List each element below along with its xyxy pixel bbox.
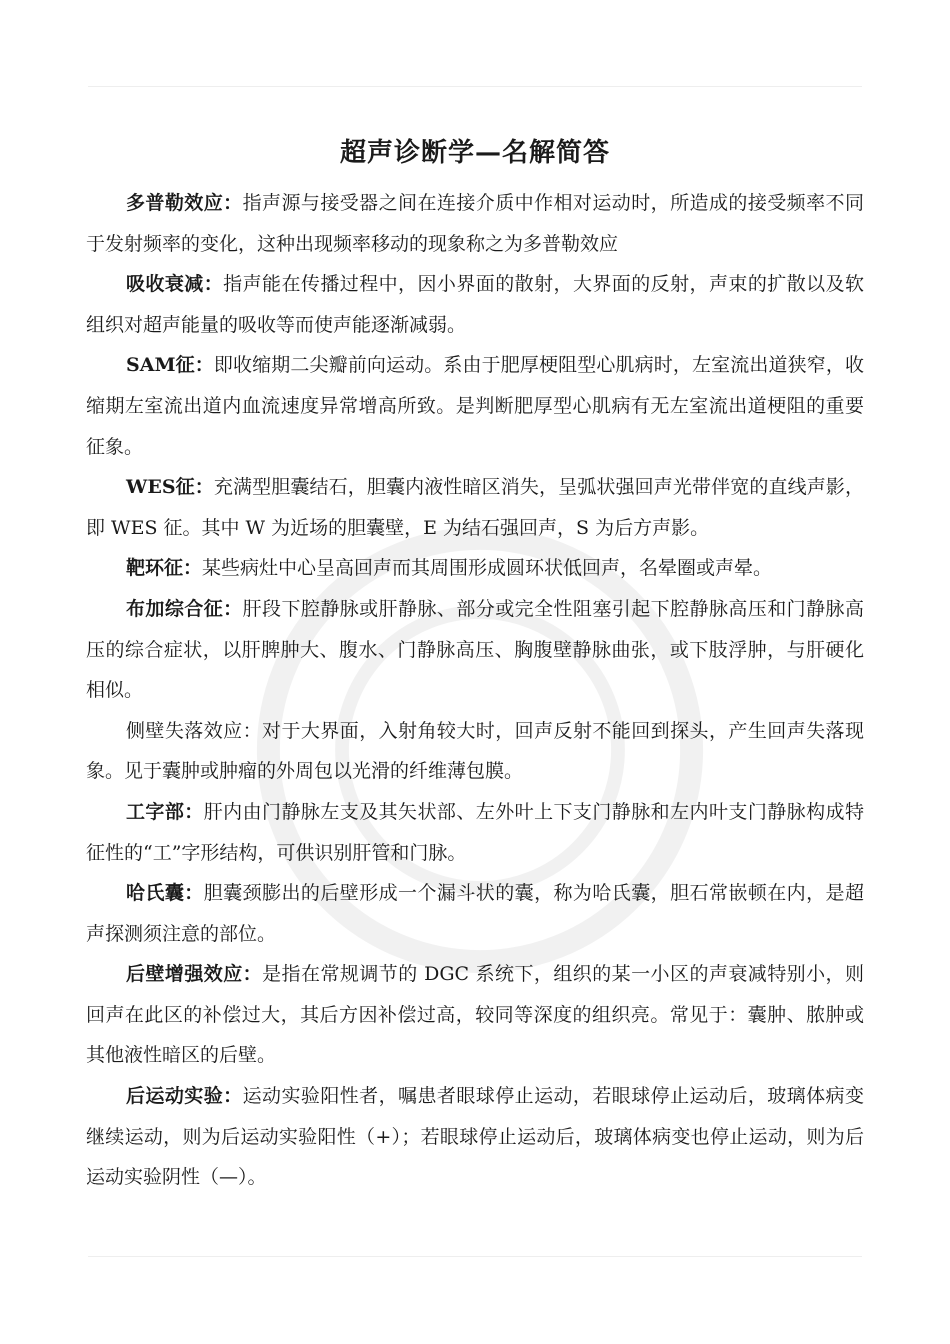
entry-term: 侧壁失落效应：: [126, 719, 263, 742]
entry-term: 后运动实验：: [126, 1085, 243, 1108]
entry-definition: 指声能在传播过程中，因小界面的散射，大界面的反射，声束的扩散以及软组织对超声能量的吸收等而使声能逐渐减弱。: [86, 273, 864, 336]
entry-definition: 指声源与接受器之间在连接介质中作相对运动时，所造成的接受频率不同于发射频率的变化，这种出现频率移动的现象称之为多普勒效应: [86, 192, 864, 255]
entry-hartmann-pouch: [86, 873, 864, 954]
entry-after-movement-test: [86, 1076, 864, 1198]
entry-term: 靶环征：: [126, 557, 203, 580]
entry-definition: 肝内由门静脉左支及其矢状部、左外叶上下支门静脉和左内叶支门静脉构成特征性的“工”字形结构，可供识别肝管和门脉。: [86, 800, 864, 864]
entry-term: WES征：: [126, 476, 214, 499]
entry-definition: 某些病灶中心呈高回声而其周围形成圆环状低回声，名晕圈或声晕。: [202, 557, 773, 580]
entry-posterior-enhancement: [86, 954, 864, 1076]
entry-definition: 胆囊颈膨出的后壁形成一个漏斗状的囊，称为哈氏囊，胆石常嵌顿在内，是超声探测须注意的部位。: [86, 882, 864, 945]
entry-doppler: [86, 183, 864, 264]
entry-definition: 充满型胆囊结石，胆囊内液性暗区消失，呈弧状强回声光带伴宽的直线声影，即 WES 征。其中 W 为近场的胆囊壁，E 为结石强回声，S 为后方声影。: [86, 476, 864, 539]
entry-term: 后壁增强效应：: [126, 963, 263, 986]
entry-list: [86, 183, 864, 1198]
entry-term: SAM征：: [126, 354, 214, 377]
entry-definition: 是指在常规调节的 DGC 系统下，组织的某一小区的声衰减特别小，则回声在此区的补偿过大，其后方因补偿过高，较同等深度的组织亮。常见于：囊肿、脓肿或其他液性暗区的后壁。: [86, 963, 864, 1067]
entry-term: 工字部：: [126, 800, 204, 823]
entry-term: 吸收衰减：: [126, 273, 224, 296]
entry-absorption: [86, 264, 864, 345]
top-divider: [88, 86, 862, 87]
entry-definition: 肝段下腔静脉或肝静脉、部分或完全性阻塞引起下腔静脉高压和门静脉高压的综合症状，以肝脾肿大、腹水、门静脉高压、胸腹壁静脉曲张，或下肢浮肿，与肝硬化相似。: [86, 597, 864, 702]
entry-budd-chiari: [86, 589, 864, 711]
entry-definition: 运动实验阳性者，嘱患者眼球停止运动，若眼球停止运动后，玻璃体病变继续运动，则为后运动实验阳性（+）；若眼球停止运动后，玻璃体病变也停止运动，则为后运动实验阴性（—）。: [86, 1085, 864, 1189]
entry-target-sign: [86, 548, 864, 589]
entry-term: 哈氏囊：: [126, 882, 204, 905]
entry-h-shape: [86, 792, 864, 873]
page-title: 超声诊断学—名解简答: [339, 138, 610, 169]
entry-sam: [86, 345, 864, 467]
entry-definition: 对于大界面，入射角较大时，回声反射不能回到探头，产生回声失落现象。见于囊肿或肿瘤的外周包以光滑的纤维薄包膜。: [86, 719, 864, 783]
entry-term: 布加综合征：: [126, 597, 243, 620]
entry-lateral-dropout: [86, 711, 864, 792]
entry-definition: 即收缩期二尖瓣前向运动。系由于肥厚梗阻型心肌病时，左室流出道狭窄，收缩期左室流出道内血流速度异常增高所致。是判断肥厚型心肌病有无左室流出道梗阻的重要征象。: [86, 354, 864, 458]
bottom-divider: [88, 1256, 862, 1257]
entry-wes: [86, 467, 864, 548]
entry-term: 多普勒效应：: [126, 192, 243, 214]
